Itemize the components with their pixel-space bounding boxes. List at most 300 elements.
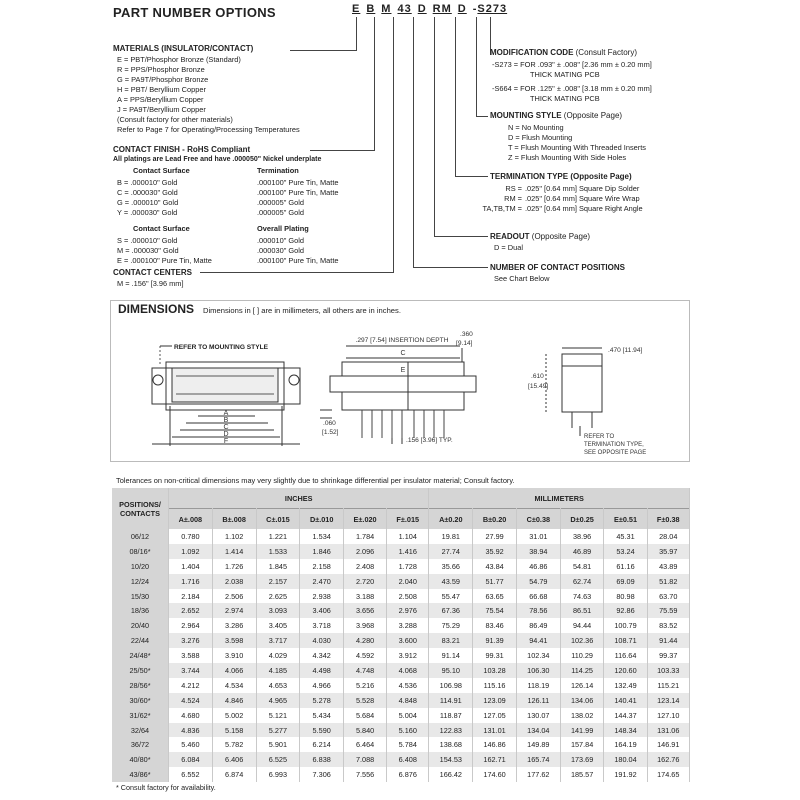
- column-header: D±.010: [300, 509, 344, 530]
- mounting-item: D = Flush Mounting: [508, 133, 573, 142]
- positions-cell: 30/60*: [112, 693, 169, 708]
- table-cell: 5.158: [212, 723, 256, 738]
- table-cell: 114.91: [429, 693, 473, 708]
- table-cell: 28.04: [647, 529, 689, 544]
- table-cell: 3.910: [212, 648, 256, 663]
- materials-item: E = PBT/Phosphor Bronze (Standard): [117, 55, 241, 64]
- table-cell: 35.66: [429, 559, 473, 574]
- mounting-heading: MOUNTING STYLE (Opposite Page): [490, 111, 623, 120]
- table-cell: 2.938: [300, 589, 344, 604]
- table-cell: 2.408: [344, 559, 387, 574]
- table-cell: 116.64: [604, 648, 647, 663]
- table-cell: 69.09: [604, 574, 647, 589]
- table-cell: 3.188: [344, 589, 387, 604]
- table-cell: 1.716: [169, 574, 213, 589]
- table-cell: 2.040: [387, 574, 429, 589]
- table-cell: 5.004: [387, 708, 429, 723]
- table-cell: 4.068: [387, 663, 429, 678]
- table-cell: 191.92: [604, 767, 647, 782]
- table-row: [112, 752, 690, 767]
- table-cell: 118.19: [516, 678, 560, 693]
- table-cell: 55.47: [429, 589, 473, 604]
- dim-letter-f: F: [223, 438, 229, 445]
- table-cell: 5.002: [212, 708, 256, 723]
- materials-item: A = PPS/Beryllium Copper: [117, 95, 204, 104]
- termination-header: Termination: [257, 166, 299, 175]
- modification-item: -S273 = FOR .093" ± .008" [2.36 mm ± 0.20 mm]: [492, 60, 652, 69]
- pn-centers: M: [381, 3, 392, 15]
- table-row: [112, 618, 690, 633]
- table-cell: 134.06: [560, 693, 604, 708]
- positions-cell: 08/16*: [112, 544, 169, 559]
- table-cell: 7.306: [300, 767, 344, 782]
- table-cell: 106.98: [429, 678, 473, 693]
- table-cell: 146.91: [647, 737, 689, 752]
- table-cell: 174.65: [647, 767, 689, 782]
- table-cell: 100.79: [604, 618, 647, 633]
- table-cell: 95.10: [429, 663, 473, 678]
- table-cell: 132.49: [604, 678, 647, 693]
- table-row: [112, 648, 690, 663]
- column-header: A±.008: [169, 509, 213, 530]
- table-cell: 2.652: [169, 603, 213, 618]
- table-cell: 4.536: [387, 678, 429, 693]
- end-view-drawing: [546, 348, 602, 436]
- table-cell: 4.534: [212, 678, 256, 693]
- table-cell: 91.39: [473, 633, 517, 648]
- table-cell: 27.74: [429, 544, 473, 559]
- table-cell: 6.525: [256, 752, 300, 767]
- table-cell: 2.470: [300, 574, 344, 589]
- table-cell: 6.874: [212, 767, 256, 782]
- table-cell: 130.07: [516, 708, 560, 723]
- table-cell: 1.845: [256, 559, 300, 574]
- materials-item: G = PA9T/Phosphor Bronze: [117, 75, 209, 84]
- table-cell: 35.92: [473, 544, 517, 559]
- table-row: [112, 633, 690, 648]
- table-row: [112, 678, 690, 693]
- table-cell: 4.836: [169, 723, 213, 738]
- table-cell: 126.14: [560, 678, 604, 693]
- table-cell: 127.05: [473, 708, 517, 723]
- table-cell: 5.160: [387, 723, 429, 738]
- table-cell: 2.625: [256, 589, 300, 604]
- refer-term-3: SEE OPPOSITE PAGE: [584, 450, 647, 456]
- table-row: [112, 708, 690, 723]
- positions-cell: 06/12: [112, 529, 169, 544]
- table-cell: 7.088: [344, 752, 387, 767]
- finish-row: S = .000010" Gold .000010" Gold: [117, 236, 305, 245]
- table-cell: 4.748: [344, 663, 387, 678]
- pn-positions: 43: [397, 3, 412, 15]
- finish-row: E = .000100" Pure Tin, Matte .000100" Pure Tin, Matte: [117, 256, 339, 265]
- footnote: * Consult factory for availability.: [116, 783, 216, 792]
- table-cell: 3.406: [300, 603, 344, 618]
- table-cell: 51.77: [473, 574, 517, 589]
- contact-surface-header: Contact Surface: [133, 166, 190, 175]
- table-cell: 6.464: [344, 737, 387, 752]
- table-cell: 4.680: [169, 708, 213, 723]
- table-cell: 103.28: [473, 663, 517, 678]
- table-cell: 115.16: [473, 678, 517, 693]
- table-cell: 6.876: [387, 767, 429, 782]
- termination-heading: TERMINATION TYPE (Opposite Page): [490, 172, 632, 181]
- table-cell: 2.157: [256, 574, 300, 589]
- positions-cell: 12/24: [112, 574, 169, 589]
- table-row: [112, 767, 690, 782]
- table-cell: 5.784: [387, 737, 429, 752]
- overall-plating-header: Overall Plating: [257, 224, 309, 233]
- table-cell: 4.030: [300, 633, 344, 648]
- materials-item: Refer to Page 7 for Operating/Processing Temperatures: [117, 125, 300, 134]
- table-cell: 38.96: [560, 529, 604, 544]
- table-cell: 91.14: [429, 648, 473, 663]
- table-cell: 141.99: [560, 723, 604, 738]
- table-cell: 157.84: [560, 737, 604, 752]
- table-cell: 53.24: [604, 544, 647, 559]
- positions-cell: 28/56*: [112, 678, 169, 693]
- table-cell: 92.86: [604, 603, 647, 618]
- table-cell: 75.59: [647, 603, 689, 618]
- table-cell: 35.97: [647, 544, 689, 559]
- table-cell: 75.29: [429, 618, 473, 633]
- finish-row: M = .000030" Gold .000030" Gold: [117, 246, 305, 255]
- front-view-letters: [223, 410, 228, 445]
- table-cell: 126.11: [516, 693, 560, 708]
- dim-letter-c: C: [223, 424, 229, 431]
- dim-letter-c-side: C: [400, 350, 406, 357]
- column-header: E±.020: [344, 509, 387, 530]
- table-cell: 2.976: [387, 603, 429, 618]
- table-cell: 5.782: [212, 737, 256, 752]
- table-cell: 6.406: [212, 752, 256, 767]
- table-cell: 4.653: [256, 678, 300, 693]
- table-cell: 134.04: [516, 723, 560, 738]
- table-cell: 4.342: [300, 648, 344, 663]
- table-cell: 2.038: [212, 574, 256, 589]
- table-cell: 6.408: [387, 752, 429, 767]
- table-cell: 108.71: [604, 633, 647, 648]
- dim-470: .470 [11.94]: [608, 347, 643, 354]
- table-cell: 5.840: [344, 723, 387, 738]
- refer-term-1: REFER TO: [584, 434, 615, 440]
- table-cell: 120.60: [604, 663, 647, 678]
- table-cell: 5.434: [300, 708, 344, 723]
- pn-readout: D: [417, 3, 427, 15]
- positions-cell: 25/50*: [112, 663, 169, 678]
- table-row: [112, 589, 690, 604]
- readout-item: D = Dual: [494, 243, 523, 252]
- positions-cell: 40/80*: [112, 752, 169, 767]
- table-row: [112, 529, 690, 544]
- table-cell: 3.598: [212, 633, 256, 648]
- materials-item: H = PBT/ Beryllium Copper: [117, 85, 206, 94]
- termination-item: RM = .025" [0.64 mm] Square Wire Wrap: [504, 194, 640, 203]
- pn-material: E: [352, 3, 361, 15]
- table-cell: 5.684: [344, 708, 387, 723]
- dim-060-mm: [1.52]: [322, 429, 339, 436]
- dim-letter-d: D: [223, 431, 229, 438]
- table-cell: 54.79: [516, 574, 560, 589]
- table-cell: 4.066: [212, 663, 256, 678]
- table-cell: 177.62: [516, 767, 560, 782]
- table-cell: 5.590: [300, 723, 344, 738]
- table-cell: 27.99: [473, 529, 517, 544]
- table-cell: 2.096: [344, 544, 387, 559]
- table-cell: 138.02: [560, 708, 604, 723]
- table-cell: 6.552: [169, 767, 213, 782]
- column-header: B±0.20: [473, 509, 517, 530]
- table-cell: 166.42: [429, 767, 473, 782]
- table-cell: 2.974: [212, 603, 256, 618]
- table-cell: 123.14: [647, 693, 689, 708]
- inches-header: INCHES: [169, 488, 429, 509]
- table-cell: 3.093: [256, 603, 300, 618]
- pn-finish: B: [366, 3, 376, 15]
- readout-heading: READOUT (Opposite Page): [490, 232, 591, 241]
- table-cell: 2.184: [169, 589, 213, 604]
- table-cell: 63.70: [647, 589, 689, 604]
- finish-row: G = .000010" Gold .000005" Gold: [117, 198, 305, 207]
- table-cell: 123.09: [473, 693, 517, 708]
- table-cell: 4.965: [256, 693, 300, 708]
- table-cell: 127.10: [647, 708, 689, 723]
- table-cell: 4.524: [169, 693, 213, 708]
- finish-rows-1: [117, 178, 339, 218]
- table-cell: 149.89: [516, 737, 560, 752]
- dimensions-heading: DIMENSIONS: [118, 302, 195, 316]
- dim-letter-a: A: [223, 410, 229, 417]
- table-cell: 1.092: [169, 544, 213, 559]
- modification-list: -S273 = FOR .093" ± .008" [2.36 mm ± 0.20 mm] THICK MATING PCB -S664 = FOR .125" ± .008" [3.18 mm ± 0.20 mm] THICK MATING PCB: [492, 60, 652, 103]
- table-cell: 3.718: [300, 618, 344, 633]
- dimensions-table: [112, 488, 690, 782]
- positions-item: See Chart Below: [494, 274, 550, 283]
- table-cell: 2.506: [212, 589, 256, 604]
- table-cell: 4.592: [344, 648, 387, 663]
- table-cell: 3.405: [256, 618, 300, 633]
- materials-item: J = PA9T/Beryllium Copper: [117, 105, 206, 114]
- column-header: C±.015: [256, 509, 300, 530]
- table-cell: 180.04: [604, 752, 647, 767]
- side-view-drawing: [320, 346, 476, 444]
- mounting-item: Z = Flush Mounting With Side Holes: [508, 153, 627, 162]
- table-cell: 102.34: [516, 648, 560, 663]
- table-cell: 67.36: [429, 603, 473, 618]
- termination-item: RS = .025" [0.64 mm] Square Dip Solder: [505, 184, 640, 193]
- table-row: [112, 544, 690, 559]
- table-cell: 2.964: [169, 618, 213, 633]
- table-cell: 6.993: [256, 767, 300, 782]
- pn-modification: S273: [477, 3, 508, 15]
- table-cell: 1.728: [387, 559, 429, 574]
- table-cell: 174.60: [473, 767, 517, 782]
- table-cell: 4.966: [300, 678, 344, 693]
- table-cell: 4.498: [300, 663, 344, 678]
- table-cell: 164.19: [604, 737, 647, 752]
- positions-cell: 36/72: [112, 737, 169, 752]
- pn-mounting: D: [457, 3, 467, 15]
- table-cell: 86.49: [516, 618, 560, 633]
- table-cell: 115.21: [647, 678, 689, 693]
- dim-060: .060: [323, 420, 336, 427]
- positions-header: POSITIONS/ CONTACTS: [112, 488, 169, 529]
- table-cell: 1.533: [256, 544, 300, 559]
- table-cell: 2.158: [300, 559, 344, 574]
- table-cell: 4.846: [212, 693, 256, 708]
- table-cell: 1.416: [387, 544, 429, 559]
- table-cell: 3.656: [344, 603, 387, 618]
- dim-360: .360: [460, 331, 473, 338]
- table-row: [112, 559, 690, 574]
- dim-letter-b: B: [223, 417, 229, 424]
- table-cell: 43.59: [429, 574, 473, 589]
- dimensions-subtitle: Dimensions in [ ] are in millimeters, all others are in inches.: [203, 306, 401, 315]
- table-cell: 46.86: [516, 559, 560, 574]
- table-cell: 6.084: [169, 752, 213, 767]
- table-cell: 146.86: [473, 737, 517, 752]
- table-cell: 144.37: [604, 708, 647, 723]
- dim-360-mm: [9.14]: [456, 340, 473, 347]
- finish-row: B = .000010" Gold .000100" Pure Tin, Matte: [117, 178, 339, 187]
- column-header: F±0.38: [647, 509, 689, 530]
- positions-heading: NUMBER OF CONTACT POSITIONS: [490, 263, 625, 272]
- table-cell: 54.81: [560, 559, 604, 574]
- table-cell: 1.221: [256, 529, 300, 544]
- finish-rows-2: [117, 236, 339, 266]
- table-cell: 94.44: [560, 618, 604, 633]
- table-cell: 148.34: [604, 723, 647, 738]
- table-cell: 1.414: [212, 544, 256, 559]
- pn-termination: RM: [432, 3, 452, 15]
- column-header: E±0.51: [604, 509, 647, 530]
- table-cell: 61.16: [604, 559, 647, 574]
- table-row: [112, 737, 690, 752]
- table-row: [112, 663, 690, 678]
- table-cell: 94.41: [516, 633, 560, 648]
- table-cell: 5.277: [256, 723, 300, 738]
- table-cell: 63.65: [473, 589, 517, 604]
- positions-cell: 10/20: [112, 559, 169, 574]
- table-cell: 51.82: [647, 574, 689, 589]
- table-cell: 5.216: [344, 678, 387, 693]
- table-cell: 1.784: [344, 529, 387, 544]
- table-cell: 118.87: [429, 708, 473, 723]
- table-cell: 80.98: [604, 589, 647, 604]
- column-header: B±.008: [212, 509, 256, 530]
- table-cell: 122.83: [429, 723, 473, 738]
- table-cell: 3.968: [344, 618, 387, 633]
- column-header: C±0.38: [516, 509, 560, 530]
- table-cell: 3.588: [169, 648, 213, 663]
- table-cell: 131.06: [647, 723, 689, 738]
- positions-cell: 18/36: [112, 603, 169, 618]
- part-number: E B M 43 D RM D -S273: [352, 3, 508, 15]
- table-cell: 4.029: [256, 648, 300, 663]
- tolerance-note: Tolerances on non-critical dimensions may very slightly due to shrinkage differential per insulator material; Consult factory.: [116, 476, 515, 485]
- refer-term-2: TERMINATION TYPE,: [584, 442, 644, 448]
- table-cell: 185.57: [560, 767, 604, 782]
- positions-cell: 32/64: [112, 723, 169, 738]
- dimension-drawings: [110, 318, 688, 460]
- table-cell: 138.68: [429, 737, 473, 752]
- modification-item: -S664 = FOR .125" ± .008" [3.18 mm ± 0.20 mm]: [492, 84, 652, 93]
- table-cell: 0.780: [169, 529, 213, 544]
- column-header: A±0.20: [429, 509, 473, 530]
- mounting-list: [508, 123, 646, 163]
- contact-surface-header-2: Contact Surface: [133, 224, 190, 233]
- table-cell: 173.69: [560, 752, 604, 767]
- table-cell: 5.528: [344, 693, 387, 708]
- table-cell: 43.84: [473, 559, 517, 574]
- table-cell: 3.912: [387, 648, 429, 663]
- refer-mounting-label: REFER TO MOUNTING STYLE: [174, 344, 269, 351]
- dim-letter-e-side: E: [400, 367, 406, 374]
- table-cell: 6.838: [300, 752, 344, 767]
- table-cell: 154.53: [429, 752, 473, 767]
- table-cell: 106.30: [516, 663, 560, 678]
- materials-item: R = PPS/Phosphor Bronze: [117, 65, 205, 74]
- table-cell: 5.901: [256, 737, 300, 752]
- table-cell: 99.31: [473, 648, 517, 663]
- contact-finish-note: All platings are Lead Free and have .000050" Nickel underplate: [113, 156, 322, 163]
- table-cell: 46.89: [560, 544, 604, 559]
- table-cell: 162.71: [473, 752, 517, 767]
- millimeters-header: MILLIMETERS: [429, 488, 690, 509]
- table-cell: 19.81: [429, 529, 473, 544]
- table-cell: 62.74: [560, 574, 604, 589]
- table-cell: 1.846: [300, 544, 344, 559]
- table-cell: 1.104: [387, 529, 429, 544]
- table-cell: 3.600: [387, 633, 429, 648]
- table-cell: 66.68: [516, 589, 560, 604]
- column-header: D±0.25: [560, 509, 604, 530]
- table-cell: 4.212: [169, 678, 213, 693]
- finish-row: Y = .000030" Gold .000005" Gold: [117, 208, 305, 217]
- mounting-item: N = No Mounting: [508, 123, 564, 132]
- table-cell: 4.280: [344, 633, 387, 648]
- table-cell: 1.534: [300, 529, 344, 544]
- table-cell: 1.404: [169, 559, 213, 574]
- table-cell: 4.185: [256, 663, 300, 678]
- table-cell: 162.76: [647, 752, 689, 767]
- table-cell: 83.52: [647, 618, 689, 633]
- table-cell: 83.21: [429, 633, 473, 648]
- positions-cell: 31/62*: [112, 708, 169, 723]
- table-cell: 99.37: [647, 648, 689, 663]
- table-cell: 5.278: [300, 693, 344, 708]
- positions-cell: 20/40: [112, 618, 169, 633]
- table-row: [112, 574, 690, 589]
- contact-finish-heading: CONTACT FINISH - RoHS Compliant: [113, 145, 251, 154]
- table-cell: 110.29: [560, 648, 604, 663]
- table-cell: 165.74: [516, 752, 560, 767]
- table-cell: 5.460: [169, 737, 213, 752]
- table-row: [112, 603, 690, 618]
- table-cell: 3.276: [169, 633, 213, 648]
- materials-item: (Consult factory for other materials): [117, 115, 233, 124]
- column-header: F±.015: [387, 509, 429, 530]
- table-cell: 102.36: [560, 633, 604, 648]
- positions-cell: 43/86*: [112, 767, 169, 782]
- contact-centers-item: M = .156" [3.96 mm]: [117, 279, 184, 288]
- table-cell: 78.56: [516, 603, 560, 618]
- table-cell: 1.726: [212, 559, 256, 574]
- termination-list: [470, 184, 643, 214]
- table-cell: 3.744: [169, 663, 213, 678]
- table-cell: 43.89: [647, 559, 689, 574]
- table-cell: 3.717: [256, 633, 300, 648]
